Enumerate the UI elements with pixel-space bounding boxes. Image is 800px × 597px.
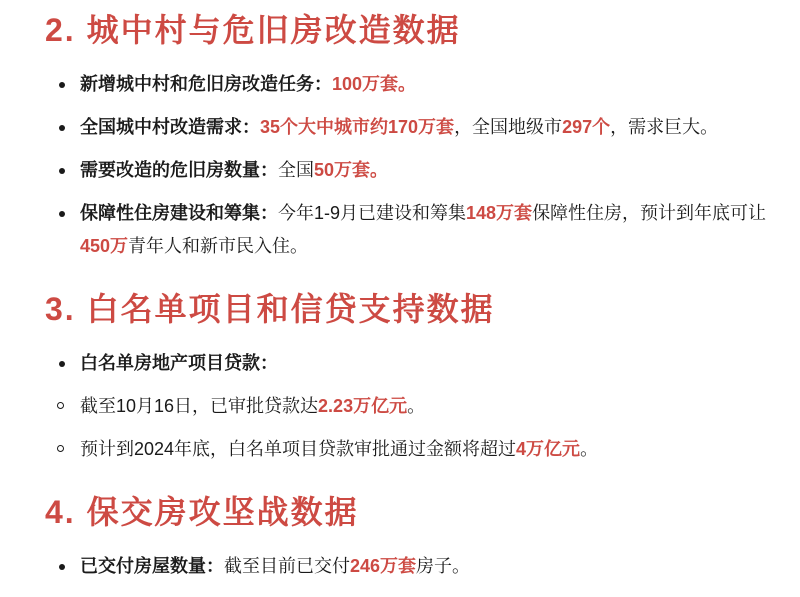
text-segment: 新增城中村和危旧房改造任务：: [80, 74, 332, 94]
text-segment: ，需求巨大。: [610, 117, 719, 137]
text-segment: 全国: [278, 160, 314, 180]
section: [45, 492, 796, 583]
text-segment: 全国城中村改造需求：: [80, 117, 260, 137]
text-segment: 450万: [80, 236, 129, 256]
text-segment: 。: [407, 396, 426, 416]
text-segment: 预计到2024年底，白名单项目贷款审批通过金额将超过: [80, 439, 517, 459]
list-item: [45, 550, 796, 583]
text-segment: 需要改造的危旧房数量：: [80, 160, 278, 180]
document-content: [45, 10, 796, 583]
bullet-list: [45, 347, 796, 466]
text-segment: 。: [580, 439, 599, 459]
list-item: [45, 111, 796, 144]
text-segment: 保障性住房建设和筹集：: [80, 203, 278, 223]
text-segment: 青年人和新市民入住。: [128, 236, 309, 256]
text-segment: 2.23万亿元: [318, 396, 408, 416]
sub-list-item: [45, 390, 796, 423]
text-segment: 截至10月16日，已审批贷款达: [80, 396, 319, 416]
bullet-list: [45, 68, 796, 263]
text-segment: 。: [398, 74, 417, 94]
text-segment: 148万套: [466, 203, 533, 223]
text-segment: 截至目前已交付: [224, 556, 350, 576]
sub-list-item: [45, 433, 796, 466]
text-segment: 保障性住房，预计到年底可让: [532, 203, 767, 223]
text-segment: 50万套: [314, 160, 371, 180]
text-segment: 。: [370, 160, 389, 180]
list-item: [45, 68, 796, 101]
list-item: [45, 197, 796, 263]
text-segment: ，全国地级市: [454, 117, 563, 137]
section-heading: 2. 城中村与危旧房改造数据: [45, 12, 461, 48]
text-segment: 246万套: [350, 556, 417, 576]
text-segment: 35个大中城市约170万套: [260, 117, 455, 137]
text-segment: 已交付房屋数量：: [80, 556, 224, 576]
section: [45, 10, 796, 263]
bullet-list: [45, 550, 796, 583]
section: [45, 289, 796, 466]
text-segment: 100万套: [332, 74, 399, 94]
text-segment: 297个: [562, 117, 611, 137]
section-heading: 4. 保交房攻坚战数据: [45, 494, 359, 530]
text-segment: 房子。: [416, 556, 471, 576]
section-heading: 3. 白名单项目和信贷支持数据: [45, 291, 495, 327]
list-item: [45, 154, 796, 187]
text-segment: 今年1-9月已建设和筹集: [278, 203, 467, 223]
text-segment: 白名单房地产项目贷款：: [80, 353, 278, 373]
text-segment: 4万亿元: [516, 439, 581, 459]
list-item: [45, 347, 796, 380]
